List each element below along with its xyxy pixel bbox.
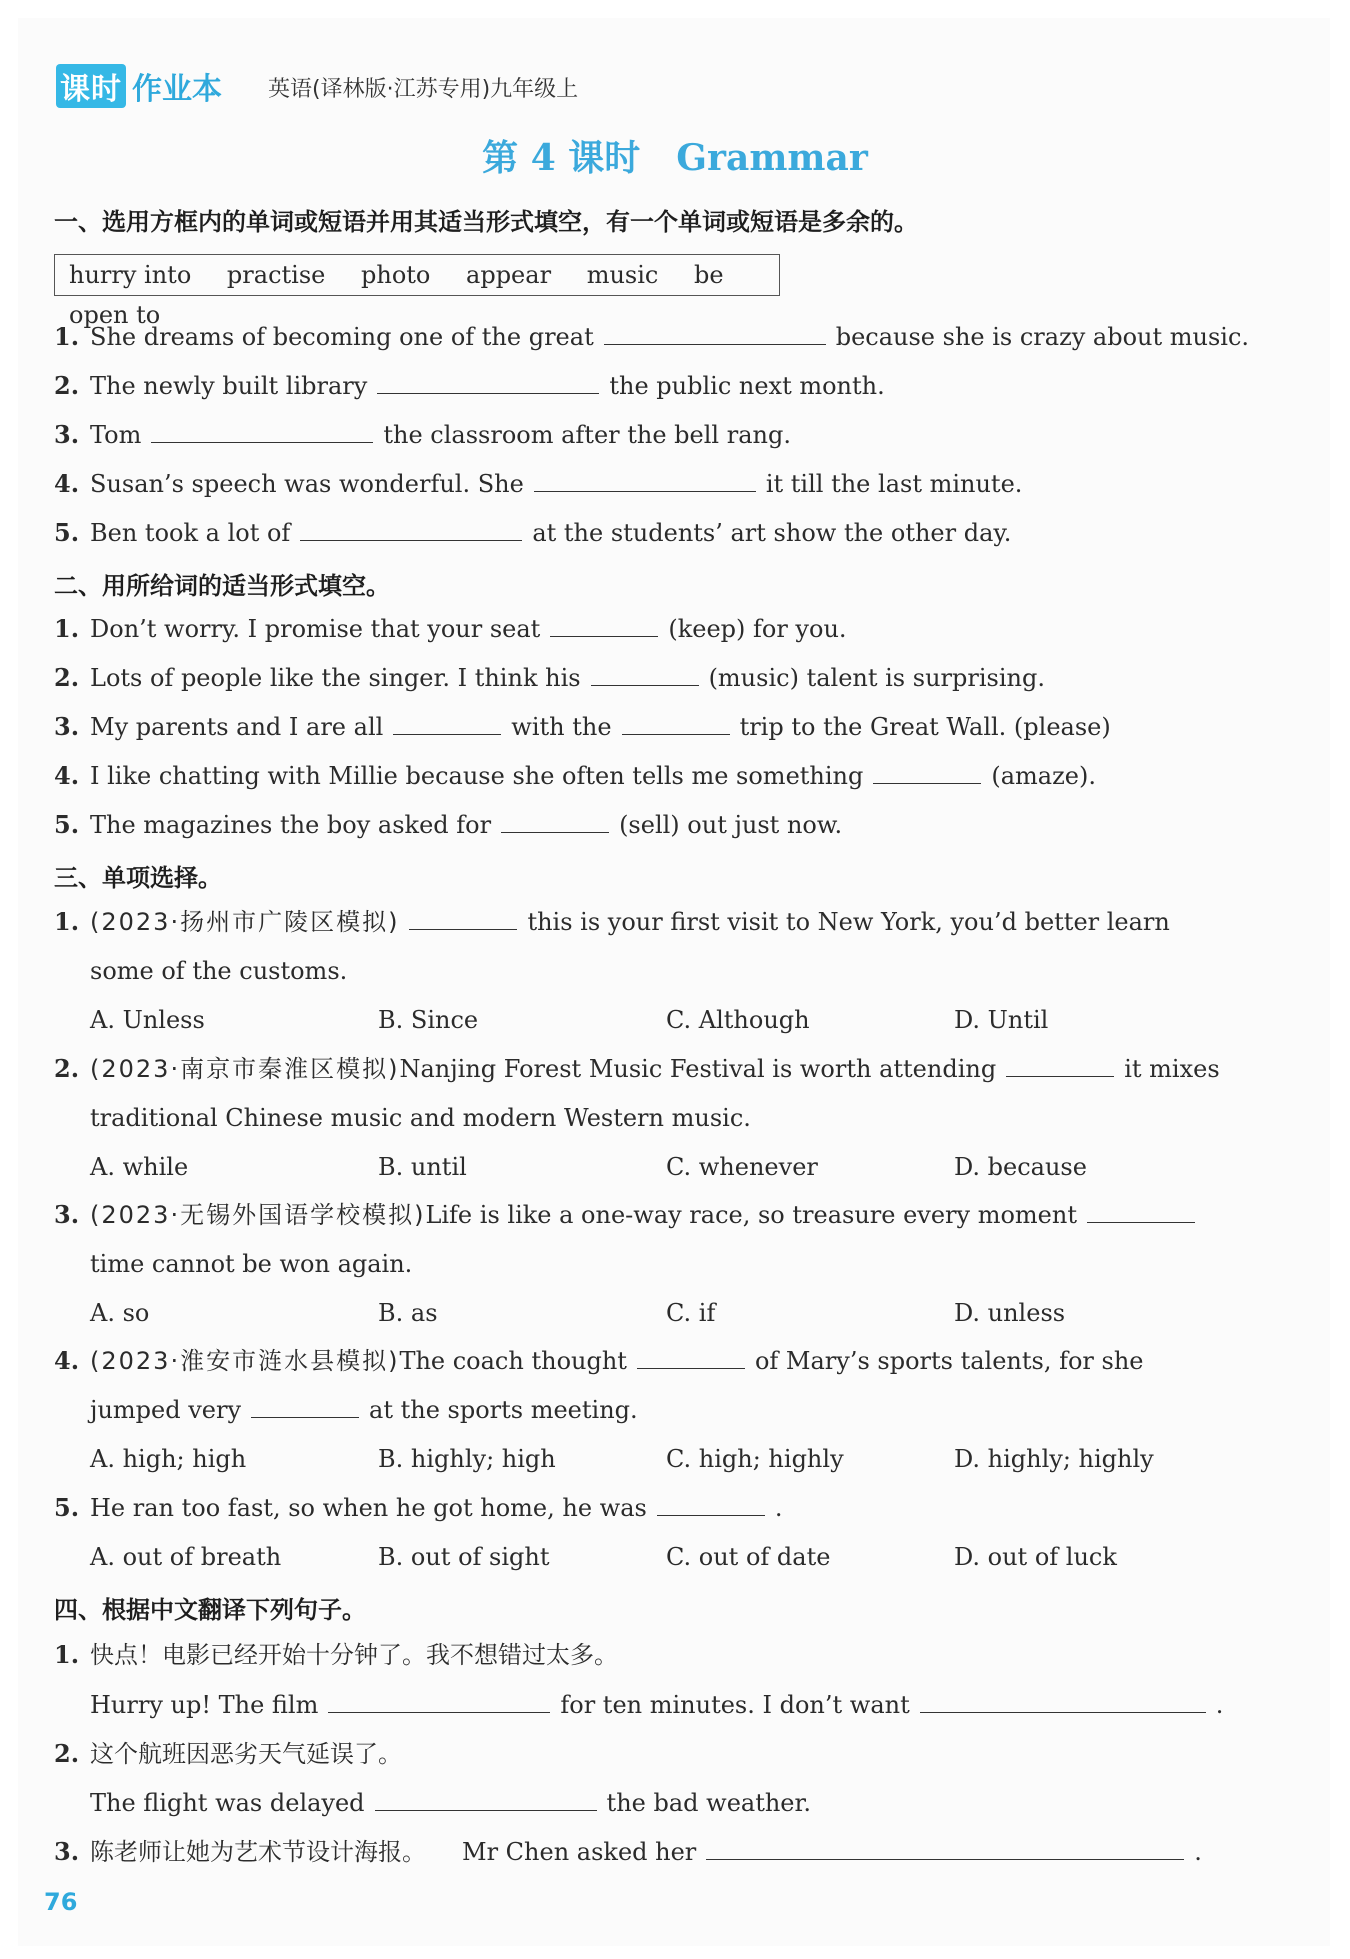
- answer-blank[interactable]: [328, 1690, 550, 1713]
- option-b[interactable]: B. Since: [378, 1006, 479, 1034]
- option-c[interactable]: C. whenever: [666, 1153, 818, 1181]
- answer-blank[interactable]: [409, 907, 517, 930]
- word-box-item: photo: [361, 261, 431, 289]
- answer-blank[interactable]: [920, 1690, 1206, 1713]
- option-d[interactable]: D. highly; highly: [954, 1445, 1154, 1473]
- question-source: (2023·淮安市涟水县模拟): [90, 1347, 400, 1375]
- s1-question-2: 2. The newly built library the public next month.: [54, 371, 885, 400]
- s3-options-2: [90, 1152, 1242, 1182]
- option-a[interactable]: A. so: [90, 1299, 150, 1327]
- answer-blank[interactable]: [637, 1346, 745, 1369]
- s3-options-3: [90, 1298, 1242, 1328]
- option-c[interactable]: C. out of date: [666, 1543, 831, 1571]
- s3-question-4: 4. (2023·淮安市涟水县模拟)The coach thought of Mary’s sports talents, for she: [54, 1346, 1144, 1375]
- option-a[interactable]: A. Unless: [90, 1006, 205, 1034]
- s2-question-1: 1. Don’t worry. I promise that your seat (keep) for you.: [54, 614, 847, 643]
- s4-question-1-en: Hurry up! The film for ten minutes. I don’t want .: [90, 1691, 1224, 1719]
- answer-blank[interactable]: [300, 518, 522, 541]
- s3-question-2: 2. (2023·南京市秦淮区模拟)Nanjing Forest Music Festival is worth attending it mixes: [54, 1054, 1220, 1083]
- answer-blank[interactable]: [706, 1837, 1184, 1860]
- s4-question-2-cn: 2. 这个航班因恶劣天气延误了。: [54, 1739, 402, 1768]
- option-d[interactable]: D. unless: [954, 1299, 1066, 1327]
- answer-blank[interactable]: [622, 712, 730, 735]
- s3-question-1: 1. (2023·扬州市广陵区模拟) this is your first visit to New York, you’d better learn: [54, 907, 1170, 936]
- option-a[interactable]: A. while: [90, 1153, 189, 1181]
- s3-options-5: [90, 1542, 1242, 1572]
- book-subtitle: 英语(译林版·江苏专用)九年级上: [268, 77, 579, 102]
- option-b[interactable]: B. as: [378, 1299, 438, 1327]
- question-source: (2023·无锡外国语学校模拟): [90, 1201, 426, 1229]
- option-d[interactable]: D. because: [954, 1153, 1087, 1181]
- section4-heading: 四、根据中文翻译下列句子。: [54, 1596, 366, 1624]
- answer-blank[interactable]: [873, 761, 981, 784]
- word-box-item: hurry into: [69, 261, 192, 289]
- word-box-item: appear: [466, 261, 552, 289]
- answer-blank[interactable]: [657, 1493, 765, 1516]
- s2-question-4: 4. I like chatting with Millie because she often tells me something (amaze).: [54, 761, 1096, 790]
- option-d[interactable]: D. Until: [954, 1006, 1049, 1034]
- s3-question-3-cont: time cannot be won again.: [90, 1250, 413, 1278]
- answer-blank[interactable]: [604, 322, 826, 345]
- s3-question-4-cont: jumped very at the sports meeting.: [90, 1396, 638, 1424]
- logo-text: 作业本: [132, 72, 222, 107]
- s3-options-4: [90, 1444, 1242, 1474]
- option-c[interactable]: C. Although: [666, 1006, 810, 1034]
- s3-question-1-cont: some of the customs.: [90, 957, 348, 985]
- option-d[interactable]: D. out of luck: [954, 1543, 1117, 1571]
- s1-question-5: 5. Ben took a lot of at the students’ art show the other day.: [54, 518, 1012, 547]
- answer-blank[interactable]: [251, 1395, 359, 1418]
- page-number: 76: [44, 1888, 78, 1916]
- question-source: (2023·南京市秦淮区模拟): [90, 1055, 400, 1083]
- answer-blank[interactable]: [377, 371, 599, 394]
- word-box-item: practise: [226, 261, 326, 289]
- answer-blank[interactable]: [550, 614, 658, 637]
- s4-question-3: 3. 陈老师让她为艺术节设计海报。 Mr Chen asked her .: [54, 1837, 1202, 1866]
- option-c[interactable]: C. if: [666, 1299, 716, 1327]
- s1-question-1: 1. She dreams of becoming one of the great because she is crazy about music.: [54, 322, 1250, 351]
- s2-question-3: 3. My parents and I are all with the trip to the Great Wall. (please): [54, 712, 1111, 741]
- answer-blank[interactable]: [1087, 1200, 1195, 1223]
- question-source: (2023·扬州市广陵区模拟): [90, 908, 400, 936]
- lesson-title: 第 4 课时 Grammar: [482, 137, 868, 179]
- s1-question-3: 3. Tom the classroom after the bell rang.: [54, 420, 791, 449]
- s2-question-5: 5. The magazines the boy asked for (sell) out just now.: [54, 810, 843, 839]
- answer-blank[interactable]: [151, 420, 373, 443]
- s4-question-1-cn: 1. 快点！电影已经开始十分钟了。我不想错过太多。: [54, 1640, 618, 1669]
- section1-heading: 一、选用方框内的单词或短语并用其适当形式填空，有一个单词或短语是多余的。: [54, 208, 918, 236]
- answer-blank[interactable]: [534, 469, 756, 492]
- s3-question-5: 5. He ran too fast, so when he got home, he was .: [54, 1493, 783, 1522]
- answer-blank[interactable]: [1006, 1054, 1114, 1077]
- s3-question-3: 3. (2023·无锡外国语学校模拟)Life is like a one-way race, so treasure every moment: [54, 1200, 1205, 1230]
- s2-question-2: 2. Lots of people like the singer. I think his (music) talent is surprising.: [54, 663, 1045, 692]
- section2-heading: 二、用所给词的适当形式填空。: [54, 572, 390, 600]
- answer-blank[interactable]: [501, 810, 609, 833]
- logo-box: 课时: [56, 64, 126, 108]
- option-a[interactable]: A. high; high: [90, 1445, 247, 1473]
- word-box-item: music: [586, 261, 659, 289]
- answer-blank[interactable]: [375, 1788, 597, 1811]
- option-b[interactable]: B. out of sight: [378, 1543, 550, 1571]
- answer-blank[interactable]: [393, 712, 501, 735]
- s3-question-2-cont: traditional Chinese music and modern Western music.: [90, 1104, 751, 1132]
- word-box-item: be open to: [69, 261, 724, 329]
- s4-question-2-en: The flight was delayed the bad weather.: [90, 1789, 811, 1817]
- answer-blank[interactable]: [591, 663, 699, 686]
- word-box: [54, 254, 780, 329]
- option-b[interactable]: B. highly; high: [378, 1445, 556, 1473]
- section3-heading: 三、单项选择。: [54, 864, 222, 892]
- option-b[interactable]: B. until: [378, 1153, 467, 1181]
- brand-logo: [56, 64, 222, 108]
- s1-question-4: 4. Susan’s speech was wonderful. She it till the last minute.: [54, 469, 1023, 498]
- option-c[interactable]: C. high; highly: [666, 1445, 844, 1473]
- s3-options-1: [90, 1005, 1242, 1035]
- option-a[interactable]: A. out of breath: [90, 1543, 282, 1571]
